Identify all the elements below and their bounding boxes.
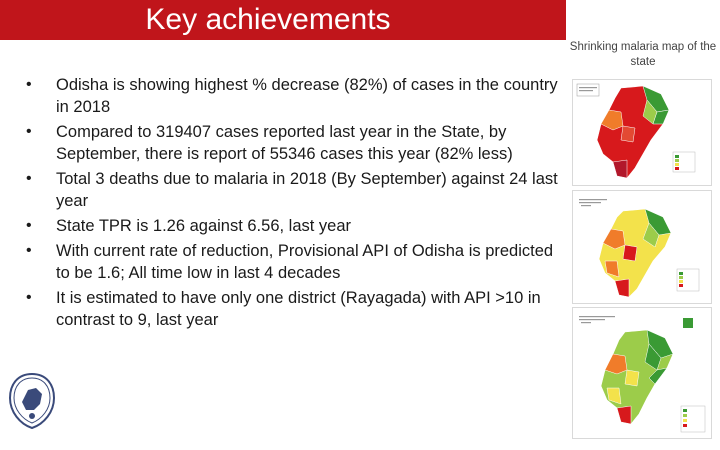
malaria-map-2017 bbox=[572, 190, 712, 304]
emblem-icon bbox=[6, 372, 58, 430]
bullet-text: Compared to 319407 cases reported last year in the State, by September, there is report of 55346 cases this year (82% less) bbox=[56, 123, 513, 163]
bullet-item bbox=[22, 287, 562, 331]
odisha-map-image bbox=[573, 191, 711, 303]
bullet-dot: • bbox=[26, 217, 32, 234]
side-title: Shrinking malaria map of the state bbox=[569, 41, 717, 68]
bullet-dot: • bbox=[26, 289, 32, 306]
malaria-map-2018 bbox=[572, 307, 712, 439]
bullet-item bbox=[22, 168, 562, 212]
odisha-map-image bbox=[573, 80, 711, 185]
bullet-dot: • bbox=[26, 242, 32, 259]
bullet-text: State TPR is 1.26 against 6.56, last year bbox=[56, 217, 352, 235]
bullet-item bbox=[22, 215, 562, 237]
bullet-item bbox=[22, 240, 562, 284]
bullet-item bbox=[22, 74, 562, 118]
bullet-text: It is estimated to have only one district (Rayagada) with API >10 in contrast to 9, last year bbox=[56, 289, 541, 329]
bullet-text: With current rate of reduction, Provisional API of Odisha is predicted to be 1.6; All time low in last 4 decades bbox=[56, 242, 554, 282]
bullet-dot: • bbox=[26, 123, 32, 140]
malaria-map-2016 bbox=[572, 79, 712, 186]
bullet-item bbox=[22, 121, 562, 165]
bullet-text: Total 3 deaths due to malaria in 2018 (By September) against 24 last year bbox=[56, 170, 558, 210]
odisha-emblem-logo bbox=[6, 372, 58, 430]
bullet-list bbox=[22, 74, 562, 334]
slide-title: Key achievements bbox=[145, 3, 391, 36]
bullet-text: Odisha is showing highest % decrease (82%) of cases in the country in 2018 bbox=[56, 76, 558, 116]
bullet-dot: • bbox=[26, 170, 32, 187]
odisha-map-image bbox=[573, 308, 711, 438]
bullet-dot: • bbox=[26, 76, 32, 93]
